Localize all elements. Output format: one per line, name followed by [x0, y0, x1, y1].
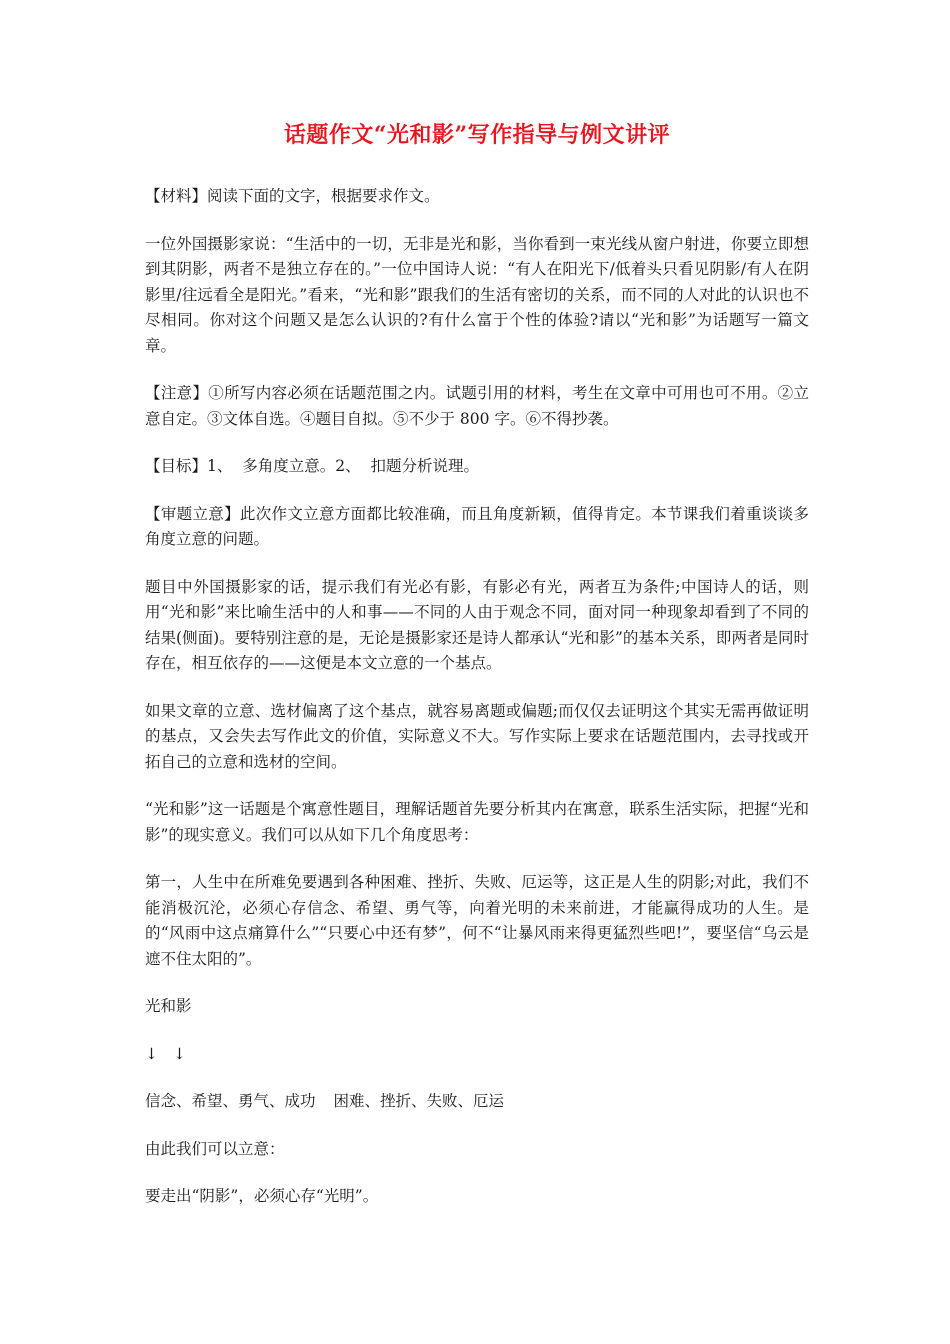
- conclusion-intro: 由此我们可以立意：: [145, 1139, 285, 1158]
- light-items: 信念、希望、勇气、成功: [145, 1092, 316, 1110]
- review-tag: 【审题立意】: [145, 504, 240, 523]
- goal-paragraph: [145, 454, 809, 480]
- quote-paragraph: 一位外国摄影家说：“生活中的一切，无非是光和影，当你看到一束光线从窗户射进，你要立即想到其阴影，两者不是独立存在的。”一位中国诗人说：“有人在阳光下/低着头只看见阴影/有人在阴影里/往远看全是阳光。”看来，“光和影”跟我们的生活有密切的关系，而不同的人对此的认识也不尽相同。你对这个问题又是怎么认识的?有什么富于个性的体验?请以“光和影”为话题写一篇文章。: [145, 234, 809, 355]
- analysis-paragraph-2: 如果文章的立意、选材偏离了这个基点，就容易离题或偏题;而仅仅去证明这个其实无需再做证明的基点，又会失去写作此文的价值，实际意义不大。写作实际上要求在话题范围内，去寻找或开拓自己的立意和选材的空间。: [145, 701, 809, 771]
- document-title: 话题作文“光和影”写作指导与例文讲评: [283, 122, 671, 148]
- review-paragraph: [145, 502, 809, 553]
- diagram-arrows: [145, 1042, 809, 1068]
- notice-text: ①所写内容必须在话题范围之内。试题引用的材料，考生在文章中可用也可不用。②立意自定。③文体自选。④题目自拟。⑤不少于 800 字。⑥不得抄袭。: [145, 384, 809, 428]
- analysis-paragraph-3: “光和影”这一话题是个寓意性题目，理解话题首先要分析其内在寓意，联系生活实际，把握“光和影”的现实意义。我们可以从如下几个角度思考：: [145, 800, 809, 844]
- arrow-down-icon: ↓: [173, 1044, 186, 1063]
- document-page: [145, 118, 809, 1232]
- diagram-heading: 光和影: [145, 997, 192, 1015]
- arrow-down-icon: ↓: [145, 1044, 158, 1063]
- material-text: 阅读下面的文字，根据要求作文。: [207, 187, 440, 205]
- goal-text: 1、 多角度立意。2、 扣题分析说理。: [207, 457, 479, 475]
- material-tag: 【材料】: [145, 187, 208, 205]
- shadow-items: 困难、挫折、失败、厄运: [333, 1092, 505, 1110]
- review-text: 此次作文立意方面都比较准确，而且角度新颖，值得肯定。本节课我们着重谈谈多角度立意的问题。: [145, 504, 809, 548]
- notice-tag: 【注意】: [145, 384, 209, 402]
- analysis-paragraph-4: 第一，人生中在所难免要遇到各种困难、挫折、失败、厄运等，这正是人生的阴影;对此，我们不能消极沉沦，必须心存信念、希望、勇气等，向着光明的未来前进，才能赢得成功的人生。是的“风雨中这点痛算什么”“只要心中还有梦”，何不“让暴风雨来得更猛烈些吧!”，要坚信“乌云是遮不住太阳的”。: [145, 873, 809, 968]
- diagram-items: [145, 1089, 809, 1115]
- goal-tag: 【目标】: [145, 457, 208, 475]
- notice-paragraph: [145, 381, 809, 432]
- conclusion: 要走出“阴影”，必须心存“光明”。: [145, 1187, 379, 1205]
- analysis-paragraph-1: 题目中外国摄影家的话，提示我们有光必有影，有影必有光，两者互为条件;中国诗人的话，则用“光和影”来比喻生活中的人和事——不同的人由于观念不同，面对同一种现象却看到了不同的结果(侧面)。要特别注意的是，无论是摄影家还是诗人都承认“光和影”的基本关系，即两者是同时存在，相互依存的——这便是本文立意的一个基点。: [145, 577, 809, 672]
- material-paragraph: [145, 184, 809, 210]
